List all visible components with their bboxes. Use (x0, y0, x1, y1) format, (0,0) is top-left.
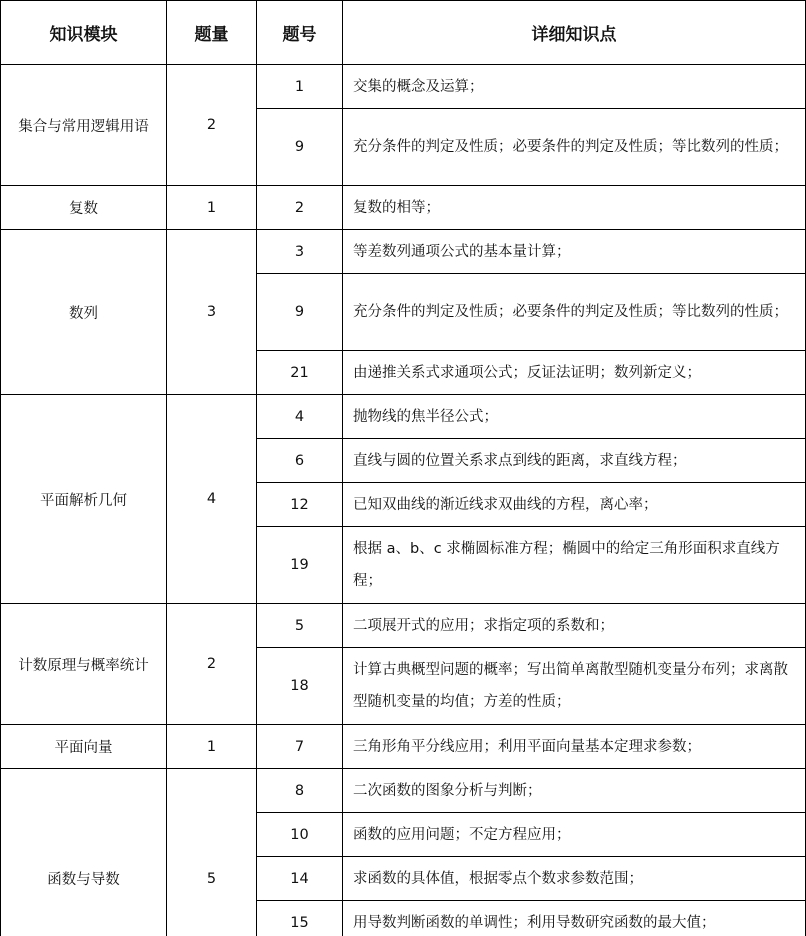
table-row (1, 769, 806, 813)
count-cell: 2 (167, 65, 257, 186)
count-cell: 2 (167, 604, 257, 725)
knowledge-detail: 直线与圆的位置关系求点到线的距离，求直线方程； (343, 439, 806, 483)
question-number: 12 (257, 483, 343, 527)
module-cell: 计数原理与概率统计 (1, 604, 167, 725)
module-cell: 数列 (1, 230, 167, 395)
knowledge-detail: 三角形角平分线应用；利用平面向量基本定理求参数； (343, 725, 806, 769)
question-number: 21 (257, 351, 343, 395)
question-number: 10 (257, 813, 343, 857)
question-number: 5 (257, 604, 343, 648)
knowledge-detail: 已知双曲线的渐近线求双曲线的方程，离心率； (343, 483, 806, 527)
header-module: 知识模块 (1, 1, 167, 65)
count-cell: 1 (167, 725, 257, 769)
table-header-row (1, 1, 806, 65)
knowledge-detail: 计算古典概型问题的概率；写出简单离散型随机变量分布列；求离散型随机变量的均值；方差的性质； (343, 648, 806, 725)
question-number: 9 (257, 274, 343, 351)
knowledge-detail: 复数的相等； (343, 186, 806, 230)
question-number: 3 (257, 230, 343, 274)
knowledge-detail: 二项展开式的应用；求指定项的系数和； (343, 604, 806, 648)
knowledge-detail: 交集的概念及运算； (343, 65, 806, 109)
table-row (1, 395, 806, 439)
question-number: 9 (257, 109, 343, 186)
question-number: 8 (257, 769, 343, 813)
count-cell: 3 (167, 230, 257, 395)
module-cell: 平面向量 (1, 725, 167, 769)
question-number: 2 (257, 186, 343, 230)
question-number: 19 (257, 527, 343, 604)
knowledge-detail: 抛物线的焦半径公式； (343, 395, 806, 439)
knowledge-detail: 二次函数的图象分析与判断； (343, 769, 806, 813)
question-number: 14 (257, 857, 343, 901)
knowledge-detail: 求函数的具体值，根据零点个数求参数范围； (343, 857, 806, 901)
question-number: 7 (257, 725, 343, 769)
knowledge-detail: 由递推关系式求通项公式；反证法证明；数列新定义； (343, 351, 806, 395)
module-cell: 函数与导数 (1, 769, 167, 936)
header-count: 题量 (167, 1, 257, 65)
module-cell: 集合与常用逻辑用语 (1, 65, 167, 186)
header-number: 题号 (257, 1, 343, 65)
table-row (1, 65, 806, 109)
count-cell: 4 (167, 395, 257, 604)
count-cell: 5 (167, 769, 257, 936)
module-cell: 复数 (1, 186, 167, 230)
question-number: 18 (257, 648, 343, 725)
table-row (1, 725, 806, 769)
knowledge-detail: 等差数列通项公式的基本量计算； (343, 230, 806, 274)
table-row (1, 230, 806, 274)
question-number: 4 (257, 395, 343, 439)
table-row (1, 186, 806, 230)
header-detail: 详细知识点 (343, 1, 806, 65)
question-number: 15 (257, 901, 343, 936)
knowledge-detail: 充分条件的判定及性质；必要条件的判定及性质；等比数列的性质； (343, 274, 806, 351)
knowledge-detail: 用导数判断函数的单调性；利用导数研究函数的最大值； (343, 901, 806, 936)
knowledge-detail: 充分条件的判定及性质；必要条件的判定及性质；等比数列的性质； (343, 109, 806, 186)
question-number: 6 (257, 439, 343, 483)
question-number: 1 (257, 65, 343, 109)
knowledge-detail: 函数的应用问题；不定方程应用； (343, 813, 806, 857)
knowledge-detail: 根据 a、b、c 求椭圆标准方程；椭圆中的给定三角形面积求直线方程； (343, 527, 806, 604)
table-row (1, 604, 806, 648)
module-cell: 平面解析几何 (1, 395, 167, 604)
count-cell: 1 (167, 186, 257, 230)
